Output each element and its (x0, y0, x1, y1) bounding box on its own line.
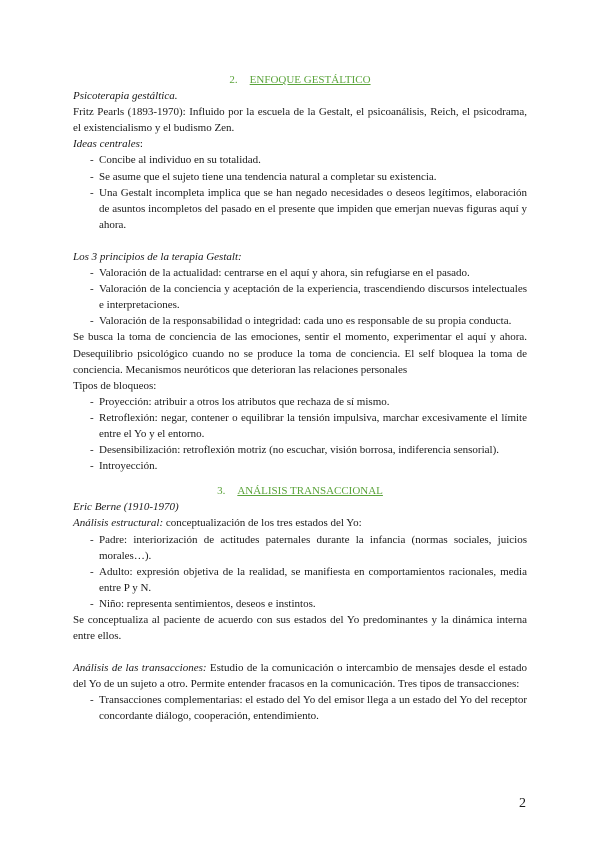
list-item: - Desensibilización: retroflexión motriz (no escuchar, visión borrosa, indiferencia sensorial). (73, 442, 527, 458)
transactions-paragraph (73, 660, 527, 692)
transactions-list (73, 692, 527, 724)
section-number: 3. (217, 485, 226, 498)
intro-paragraph: Fritz Pearls (1893-1970): Influido por la escuela de la Gestalt, el psicoanálisis, Reich, el psicodrama, el existencialismo y el budismo Zen. (73, 106, 527, 135)
blocks-label: Tipos de bloqueos: (73, 379, 157, 392)
list-item: - Valoración de la responsabilidad o integridad: cada uno es responsable de su propia conducta. (73, 313, 527, 329)
list-item: - Padre: interiorización de actitudes paternales durante la infancia (normas sociales, juicios morales…). (73, 532, 527, 564)
list-item: - Valoración de la conciencia y aceptación de la experiencia, trascendiendo discursos intelectuales e interpretaciones. (73, 281, 527, 313)
ideas-label-line: Ideas centrales: (73, 138, 143, 151)
structural-analysis-line (73, 515, 527, 531)
ideas-list (73, 152, 527, 232)
awareness-paragraph: Se busca la toma de conciencia de las emociones, sentir el momento, experimentar el aquí y ahora. Desequilibrio psicológico cuando no se produce la toma de conciencia. El self bloquea la toma de conciencia. Mecanismos neuróticos que deterioran las relaciones personales (73, 331, 527, 376)
blocks-list (73, 394, 527, 474)
section-title: ENFOQUE GESTÁLTICO (249, 74, 371, 86)
list-item: - Una Gestalt incompleta implica que se han negado necesidades o deseos legítimos, elaboración de asuntos incompletos del pasado en el presente que impiden que emerjan nuevas figuras aquí y ahora. (73, 185, 527, 233)
transactions-label: Análisis de las transacciones: (73, 662, 207, 675)
structural-text: conceptualización de los tres estados del Yo: (163, 517, 362, 530)
section-heading-gestalt (73, 72, 527, 88)
ego-states-list (73, 532, 527, 612)
author-line: Eric Berne (1910-1970) (73, 501, 179, 514)
structural-label: Análisis estructural: (73, 517, 164, 530)
list-item: - Retroflexión: negar, contener o equilibrar la tensión impulsiva, marchar excesivamente el límite entre el Yo y el entorno. (73, 410, 527, 442)
list-item: - Valoración de la actualidad: centrarse en el aquí y ahora, sin refugiarse en el pasado. (73, 265, 527, 281)
list-item: - Se asume que el sujeto tiene una tendencia natural a completar su existencia. (73, 169, 527, 185)
principles-label: Los 3 principios de la terapia Gestalt: (73, 250, 242, 263)
list-item: - Transacciones complementarias: el estado del Yo del emisor llega a un estado del Yo del receptor concordante diálogo, cooperación, entendimiento. (73, 692, 527, 724)
list-item: - Introyección. (73, 458, 527, 474)
section-title: ANÁLISIS TRANSACCIONAL (237, 485, 383, 498)
section-number: 2. (229, 74, 238, 86)
ideas-label: Ideas centrales (73, 138, 140, 151)
list-item: - Niño: representa sentimientos, deseos e instintos. (73, 596, 527, 612)
list-item: - Concibe al individuo en su totalidad. (73, 152, 527, 168)
patient-paragraph: Se conceptualiza al paciente de acuerdo con sus estados del Yo predominantes y la dinámica interna entre ellos. (73, 614, 527, 643)
list-item: - Proyección: atribuir a otros los atributos que rechaza de sí mismo. (73, 394, 527, 410)
section-heading-transaccional (73, 483, 527, 499)
list-item: - Adulto: expresión objetiva de la realidad, se manifiesta en comportamientos racionales, media entre P y N. (73, 564, 527, 596)
transactions-text: Estudio de la comunicación o intercambio de mensajes desde el estado del Yo de un sujeto a otro. Permite entender fracasos en la comunicación. Tres tipos de transacciones: (73, 662, 527, 691)
subtitle-psicoterapia: Psicoterapia gestáltica. (73, 90, 178, 103)
principles-list (73, 265, 527, 329)
page-number: 2 (519, 796, 526, 811)
document-page (73, 72, 527, 725)
